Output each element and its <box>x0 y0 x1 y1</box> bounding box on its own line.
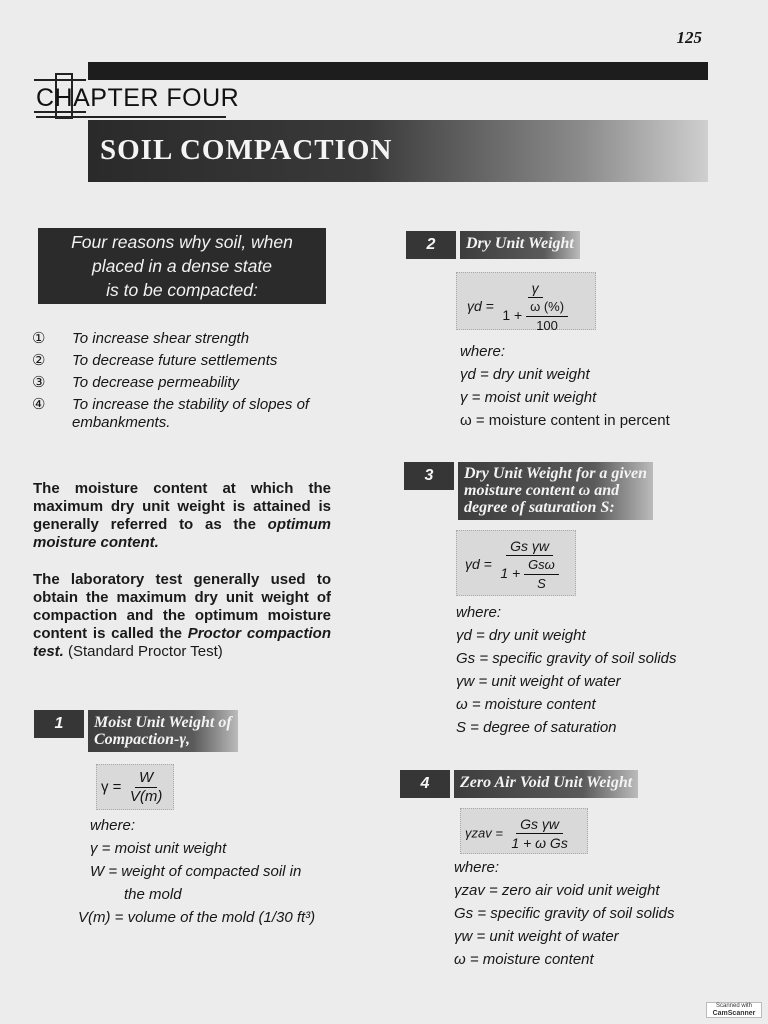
section-1-heading <box>34 710 274 748</box>
section-title-line: degree of saturation S: <box>464 499 615 516</box>
nested-fraction <box>524 556 559 593</box>
reasons-list <box>32 330 342 436</box>
proctor-test-paragraph <box>33 571 331 661</box>
formula-lhs: γd = <box>467 298 494 315</box>
where-label: where: <box>90 817 136 834</box>
list-item <box>32 396 342 432</box>
denominator: 100 <box>536 318 558 333</box>
optimum-moisture-paragraph <box>33 480 331 552</box>
item-number: ② <box>32 352 46 369</box>
denominator: 1 + ω Gs <box>511 835 568 851</box>
denominator <box>496 556 563 593</box>
item-number: ④ <box>32 396 46 413</box>
section-4-definitions <box>454 856 754 971</box>
reasons-heading-line: is to be compacted: <box>106 280 258 300</box>
scanner-watermark <box>706 1002 762 1018</box>
section-number: 4 <box>400 770 450 798</box>
header-top-bar <box>88 62 708 80</box>
section-title: Zero Air Void Unit Weight <box>454 770 638 798</box>
item-text: To increase shear strength <box>72 330 250 347</box>
item-text: To decrease permeability <box>72 374 240 391</box>
section-title <box>88 710 238 752</box>
formula-dry-unit-weight <box>456 272 596 333</box>
paragraph-text: The moisture content at which the maximum dry unit weight is attained is generally referred to as the <box>33 480 331 533</box>
section-3-heading <box>404 462 704 516</box>
definition-line: γ = moist unit weight <box>460 389 597 406</box>
section-title-line: moisture content ω and <box>464 482 620 499</box>
formula-lhs: γd = <box>465 556 492 573</box>
definition-line: ω = moisture content <box>456 696 596 713</box>
fraction <box>507 815 571 852</box>
section-number: 3 <box>404 462 454 490</box>
definition-line: S = degree of saturation <box>456 719 617 736</box>
fraction <box>126 769 167 806</box>
reasons-heading-line: Four reasons why soil, when <box>71 232 293 252</box>
numerator: Gs γw <box>516 815 563 834</box>
section-number: 2 <box>406 231 456 259</box>
definition-line: γ = moist unit weight <box>90 840 227 857</box>
numerator: γ <box>528 279 543 298</box>
chapter-label: CHAPTER FOUR <box>36 84 240 112</box>
section-title <box>458 462 653 520</box>
reasons-heading-line: placed in a dense state <box>92 256 272 276</box>
section-number: 1 <box>34 710 84 738</box>
definition-line: ω = moisture content <box>454 951 594 968</box>
definition-line: Gs = specific gravity of soil solids <box>456 650 677 667</box>
denominator-prefix: 1 + <box>502 307 523 324</box>
definition-line: V(m) = volume of the mold (1/30 ft³) <box>78 909 316 926</box>
list-item <box>32 374 342 392</box>
where-label: where: <box>454 859 500 876</box>
denominator: V(m) <box>129 788 163 805</box>
paragraph-note: (Standard Proctor Test) <box>68 643 223 660</box>
formula-dry-unit-weight-saturation <box>456 530 576 596</box>
reasons-heading-box <box>38 228 326 304</box>
section-title-line: Moist Unit Weight of <box>94 714 232 731</box>
numerator: W <box>135 769 157 788</box>
numerator: Gsω <box>524 556 559 575</box>
definition-line: ω = moisture content in percent <box>460 412 670 429</box>
item-number: ③ <box>32 374 46 391</box>
list-item <box>32 352 342 370</box>
chapter-underline <box>36 116 226 118</box>
paragraph-text: The laboratory test generally used to obtain the maximum dry unit weight of compaction and the optimum moisture content is called the <box>33 571 331 642</box>
emphasis-text: optimum moisture content. <box>33 516 331 551</box>
section-2-heading <box>406 231 616 259</box>
where-label: where: <box>460 343 506 360</box>
denominator <box>498 298 572 335</box>
watermark-line: Scanned with <box>715 1003 753 1009</box>
formula-lhs: γ = <box>101 778 122 796</box>
definition-line: γw = unit weight of water <box>456 673 621 690</box>
section-title-line: Dry Unit Weight for a given <box>464 465 647 482</box>
nested-fraction <box>526 298 568 335</box>
section-4-heading <box>400 770 680 798</box>
item-number: ① <box>32 330 46 347</box>
page-number: 125 <box>676 28 702 47</box>
definition-line: γd = dry unit weight <box>456 627 586 644</box>
section-1-definitions <box>78 814 350 929</box>
section-2-definitions <box>460 340 750 432</box>
fraction <box>496 537 563 593</box>
numerator: Gs γw <box>506 537 553 556</box>
definition-line: γd = dry unit weight <box>460 366 590 383</box>
item-text: To increase the stability of slopes of embankments. <box>72 396 310 431</box>
definition-line: γzav = zero air void unit weight <box>454 882 660 899</box>
formula-lhs: γzav = <box>465 825 503 841</box>
chapter-title: SOIL COMPACTION <box>100 134 393 166</box>
denominator: S <box>537 576 546 591</box>
formula-moist-unit-weight <box>96 764 174 810</box>
item-text: To decrease future settlements <box>72 352 278 369</box>
watermark-line: CamScanner <box>712 1010 756 1017</box>
emphasis-text: Proctor compaction test. <box>33 625 331 660</box>
list-item <box>32 330 342 348</box>
section-title-line: Compaction-γ, <box>94 731 190 748</box>
section-title: Dry Unit Weight <box>460 231 580 259</box>
definition-line: W = weight of compacted soil in <box>90 863 302 880</box>
definition-line: the mold <box>124 886 182 903</box>
where-label: where: <box>456 604 502 621</box>
denominator-prefix: 1 + <box>500 565 521 582</box>
fraction <box>498 279 572 335</box>
formula-zero-air-void <box>460 808 588 854</box>
definition-line: Gs = specific gravity of soil solids <box>454 905 675 922</box>
numerator: ω (%) <box>526 298 568 317</box>
section-3-definitions <box>456 601 756 739</box>
definition-line: γw = unit weight of water <box>454 928 619 945</box>
